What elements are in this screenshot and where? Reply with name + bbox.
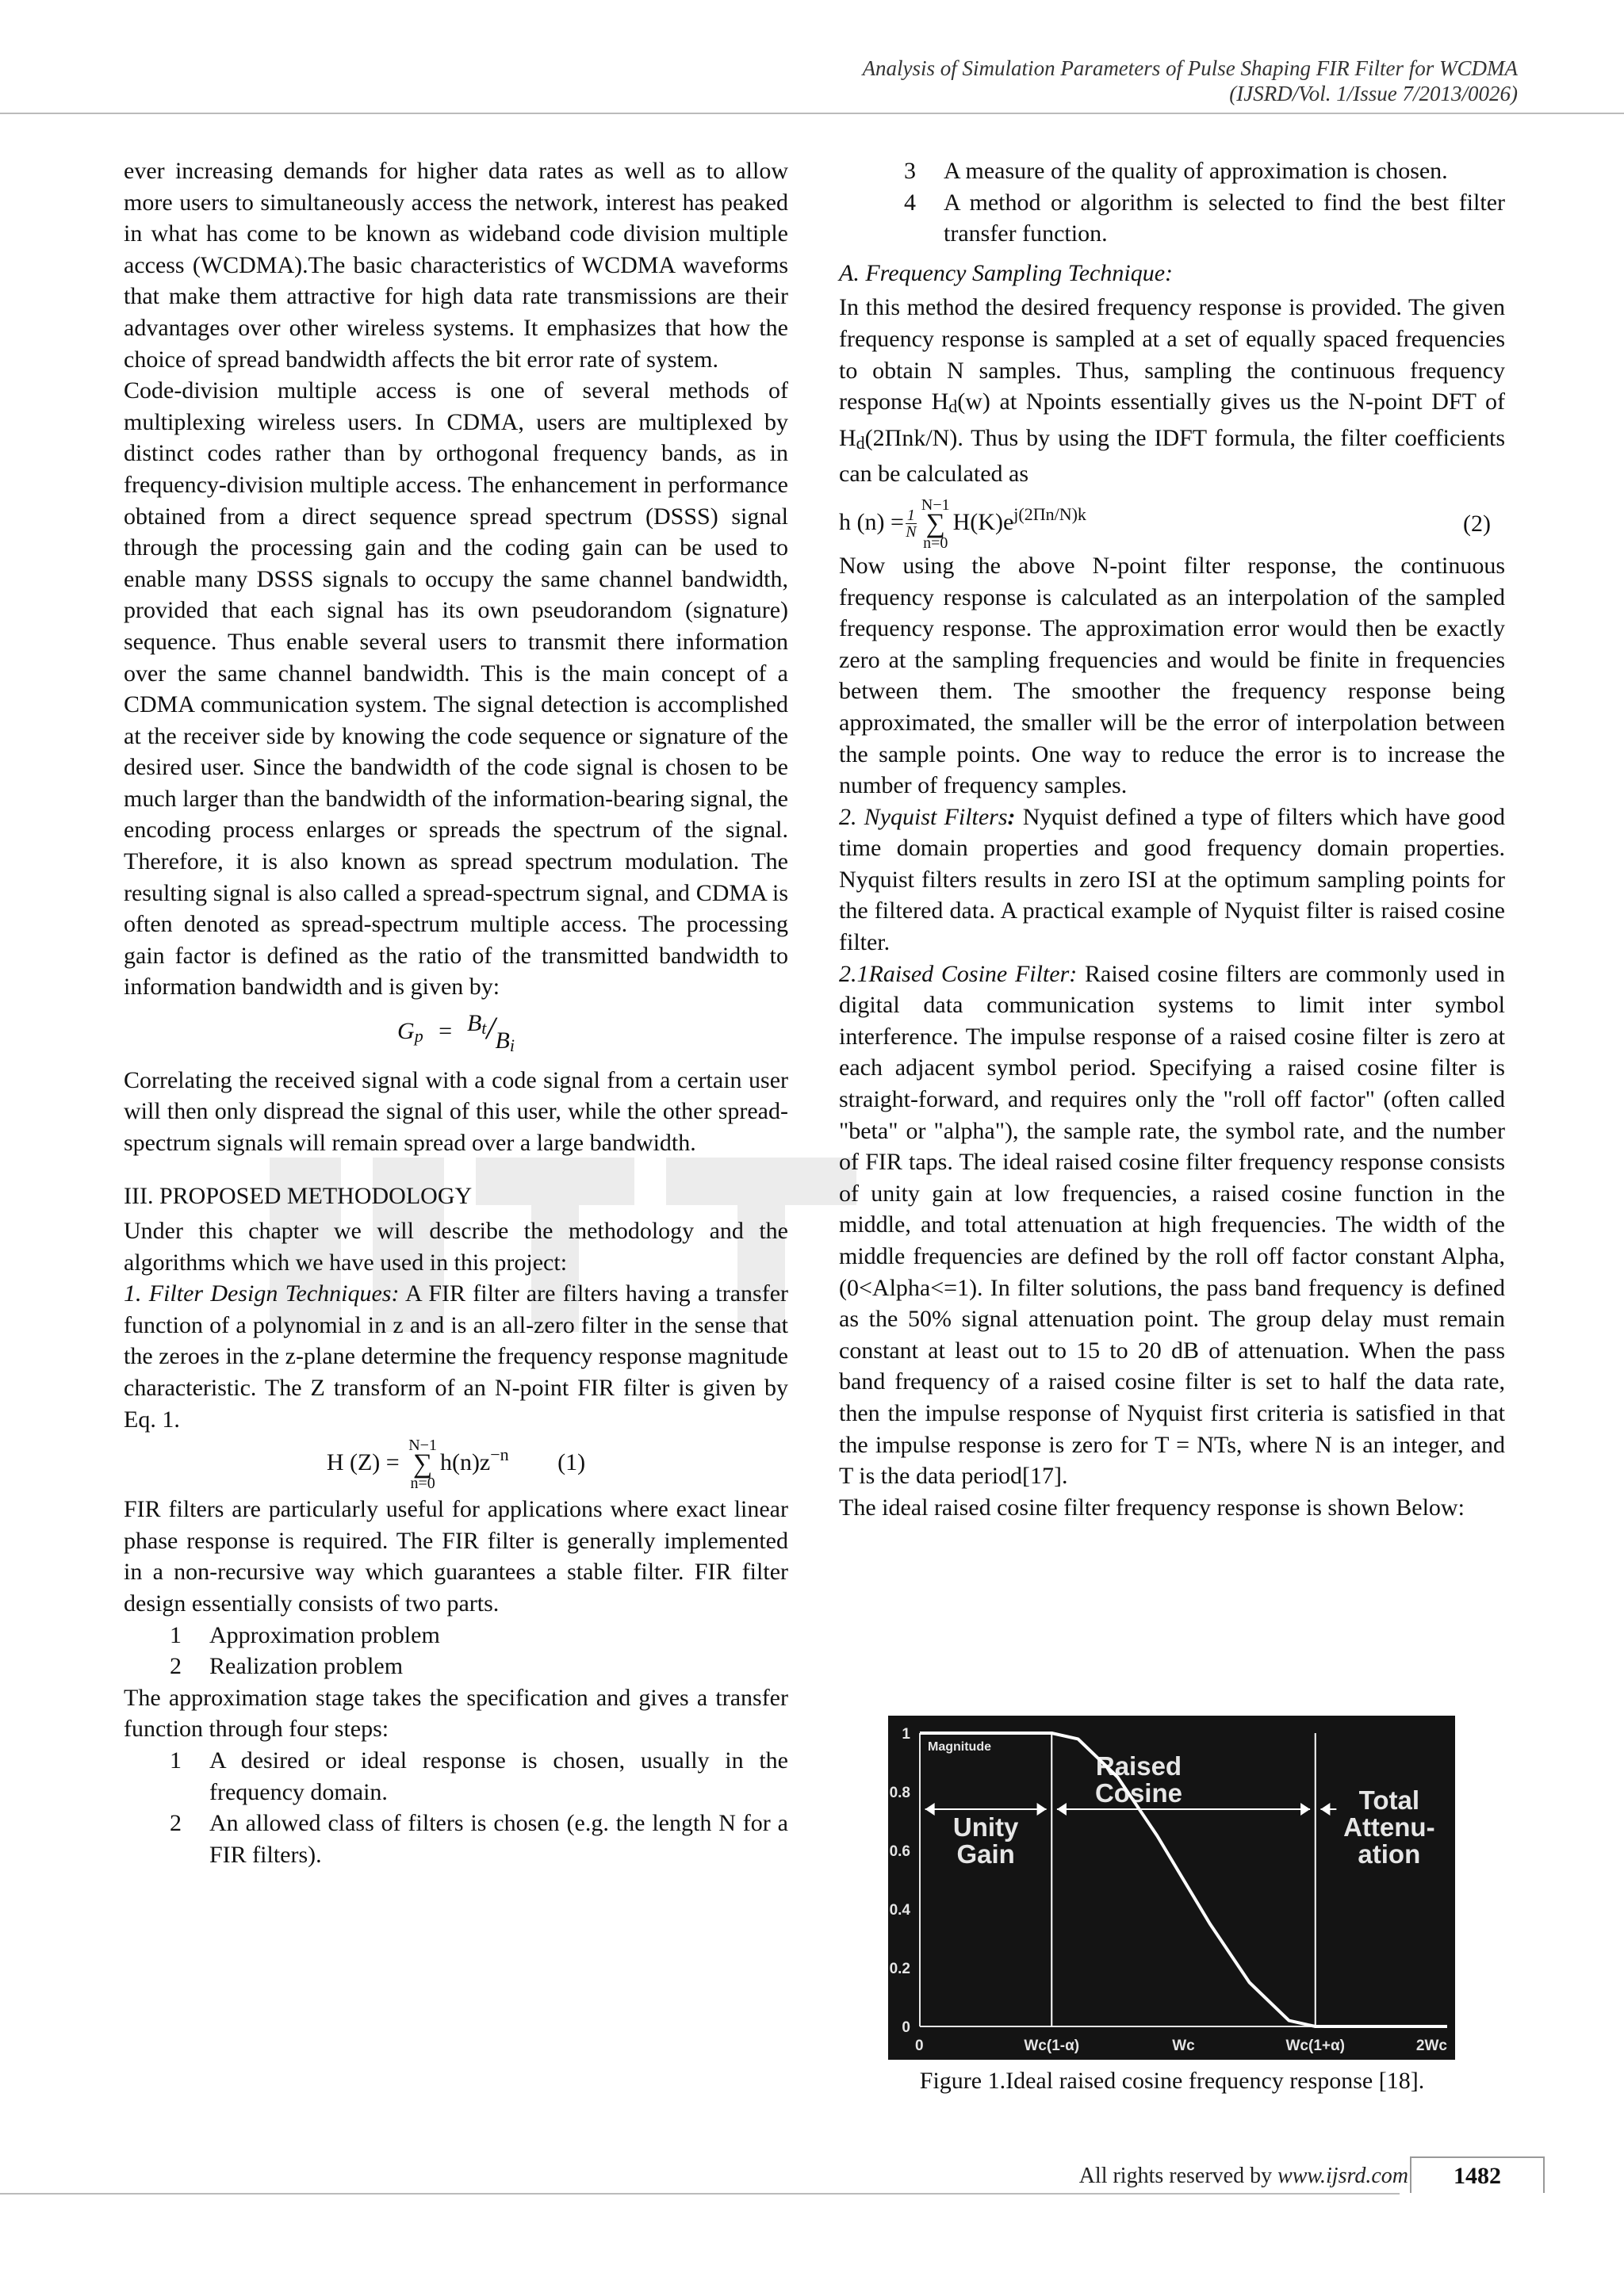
arrow-head <box>1057 1803 1067 1816</box>
y-tick-label: 0.6 <box>889 1843 910 1860</box>
paragraph: ever increasing demands for higher data rates as well as to allow more users to simultaneously access the network, interest has peaked in what has come to be known as wideband code division multiple access (WCDMA).The basic characteristics of WCDMA waveforms that make them attractive for high data rate transmissions are their advantages over other wireless systems. It emphasizes that how the choice of spread bandwidth affects the bit error rate of system. <box>124 158 788 373</box>
running-header <box>863 55 1518 106</box>
header-journal: (IJSRD/Vol. 1/Issue 7/2013/0026) <box>1229 82 1518 105</box>
region-label-unity-gain: Unity <box>952 1812 1019 1842</box>
region-label-raised-cosine: Raised <box>1095 1751 1182 1781</box>
equation-processing-gain: Gp = Bt/Bi <box>397 1010 515 1056</box>
paragraph: Now using the above N-point filter response, the continuous frequency response is calculated as an interpolation of the sampled frequency response. The approximation error would then be exactly zero at the sampling frequencies and would be finite in frequencies between them. The smoother the frequency response being approximated, the smaller will be the error of interpolation between the sample points. One way to reduce the error is to increase the number of frequency samples. <box>839 552 1505 799</box>
footer-rights: All rights reserved by www.ijsrd.com <box>1078 2164 1408 2188</box>
paragraph-label: 2. Nyquist Filters <box>839 803 1008 830</box>
y-tick-label: 0.8 <box>889 1785 910 1801</box>
list-item: 3 A measure of the quality of approximation is chosen. <box>904 158 1448 184</box>
list-item: 2 An allowed class of filters is chosen (e.g. the length N for a FIR filters). <box>170 1810 788 1868</box>
x-tick-label: Wc(1-α) <box>1024 2038 1080 2054</box>
paragraph: The approximation stage takes the specification and gives a transfer function through four steps: <box>124 1684 788 1743</box>
y-tick-label: 1 <box>902 1726 910 1743</box>
list-item: 4 A method or algorithm is selected to find the best filter transfer function. <box>904 189 1505 247</box>
raised-cosine-chart <box>888 1716 1455 2060</box>
arrow-head <box>1300 1803 1310 1816</box>
paragraph: 2.1Raised Cosine Filter: Raised cosine filters are commonly used in digital data communication systems to limit inter symbol interference. The impulse response of a raised cosine filter is zero at each adjacent symbol period. Specifying a raised cosine filter is straight-forward, and requires only the "roll off factor" (often called "beta" or "alpha"), the sample rate, the symbol rate, and the number of FIR taps. The ideal raised cosine filter frequency response consists of unity gain at low frequencies, a raised cosine function in the middle, and total attenuation at high frequencies. The width of the middle frequencies are defined by the roll off factor constant Alpha, (0<Alpha<=1). In filter solutions, the pass band frequency is defined as the 50% signal attenuation point. The group delay must remain constant at least out to 15 to 20 dB of attenuation. When the pass band frequency of a raised cosine filter is set to half the data rate, then the impulse response of Nyquist first criteria is satisfied in that the impulse response is zero for T = NTs, where N is an integer, and T is the data period[17]. <box>839 960 1505 1490</box>
x-tick-label: 2Wc <box>1415 2038 1447 2054</box>
y-tick-label: 0 <box>902 2019 910 2036</box>
paragraph: Correlating the received signal with a code signal from a certain user will then only dispread the signal of this user, while the other spread-spectrum signals will remain spread over a large bandwidth. <box>124 1066 788 1156</box>
y-tick-label: 0.4 <box>889 1902 910 1919</box>
paragraph: The ideal raised cosine filter frequency response is shown Below: <box>839 1494 1465 1521</box>
paragraph: Code-division multiple access is one of several methods of multiplexing wireless users. In CDMA, users are multiplexed by distinct codes rather than by orthogonal frequency bands, as in frequency-division multiple access. The enhancement in performance obtained from a direct sequence spread spectrum (DSSS) signal through the processing gain and the coding gain can be used to enable many DSSS signals to occupy the same channel bandwidth, provided that each signal has its own pseudorandom (signature) sequence. Thus enable several users to transmit there information over the same channel bandwidth. This is the main concept of a CDMA communication system. The signal detection is accomplished at the receiver side by knowing the code sequence or signature of the desired user. Since the bandwidth of the code signal is chosen to be much larger than the bandwidth of the information-bearing signal, the encoding process enlarges or spreads the spectrum of the signal. Therefore, it is also known as spread spectrum modulation. The resulting signal is also called a spread-spectrum signal, and CDMA is often denoted as spread-spectrum multiple access. The processing gain factor is defined as the ratio of the transmitted bandwidth to information bandwidth and is given by: <box>124 377 788 1001</box>
arrow-head <box>925 1803 935 1816</box>
equation-2: h (n) = $\frac{1}{N}$ N−1 ∑ n=0 $H(K)e^{j(2\Pi n/N)k}$ (2) <box>839 496 1491 552</box>
subsection-heading: A. Frequency Sampling Technique: <box>839 259 1174 286</box>
equation-1: H (Z) = N−1 ∑ n=0 $h(n)z^{-n}$ (1) <box>326 1437 586 1493</box>
footer-rule <box>0 2193 1400 2195</box>
y-tick-label: 0.2 <box>889 1961 910 1977</box>
paragraph: 2. Nyquist Filters: Nyquist defined a type of filters which have good time domain properties and good frequency domain properties. Nyquist filters results in zero ISI at the optimum sampling points for the filtered data. A practical example of Nyquist filter is raised cosine filter. <box>839 803 1505 956</box>
header-title: Analysis of Simulation Parameters of Pulse Shaping FIR Filter for WCDMA <box>862 56 1518 80</box>
left-column <box>124 155 788 1870</box>
paragraph: 1. Filter Design Techniques: A FIR filter are filters having a transfer function of a polynomial in z and is an all-zero filter in the sense that the zeroes in the z-plane determine the frequency response magnitude characteristic. The Z transform of an N-point FIR filter is given by Eq. 1. <box>124 1280 789 1433</box>
header-rule <box>0 113 1624 114</box>
paragraph-label: 1. Filter Design Techniques: <box>124 1280 400 1307</box>
list-item: 1 Approximation problem <box>170 1621 440 1648</box>
region-label-total-attenuation: Attenu- <box>1343 1812 1435 1842</box>
region-label-unity-gain: Gain <box>956 1839 1015 1869</box>
list-item: 1 A desired or ideal response is chosen, usually in the frequency domain. <box>170 1747 788 1805</box>
region-label-total-attenuation: ation <box>1358 1839 1421 1869</box>
figure-caption: Figure 1.Ideal raised cosine frequency response [18]. <box>919 2068 1425 2094</box>
paragraph-label: 2.1Raised Cosine Filter: <box>839 960 1078 987</box>
figure-raised-cosine <box>888 1716 1455 2060</box>
x-tick-label: 0 <box>915 2038 924 2054</box>
region-label-total-attenuation: Total <box>1358 1785 1420 1815</box>
right-column <box>839 155 1505 1523</box>
x-tick-label: Wc <box>1172 2038 1195 2054</box>
chart-inner-label: Magnitude <box>928 1740 991 1754</box>
region-label-raised-cosine: Cosine <box>1094 1778 1182 1808</box>
x-tick-label: Wc(1+α) <box>1285 2038 1345 2054</box>
list-item: 2 Realization problem <box>170 1653 404 1680</box>
section-heading: III. PROPOSED METHODOLOGY <box>124 1183 473 1210</box>
paragraph: In this method the desired frequency response is provided. The given frequency response is sampled at a set of equally spaced frequencies to obtain N samples. Thus, sampling the continuous frequency response Hd(w) at Npoints essentially gives us the N-point DFT of Hd(2Πnk/N). Thus by using the IDFT formula, the filter coefficients can be calculated as <box>839 294 1506 488</box>
arrow-head <box>1037 1803 1047 1816</box>
footer-site-link[interactable]: www.ijsrd.com <box>1277 2164 1408 2188</box>
page-number: 1482 <box>1410 2156 1545 2193</box>
paragraph: FIR filters are particularly useful for applications where exact linear phase response is required. The FIR filter is generally implemented in a non-recursive way which guarantees a stable filter. FIR filter design essentially consists of two parts. <box>124 1496 788 1617</box>
paragraph: Under this chapter we will describe the methodology and the algorithms which we have used in this project: <box>124 1218 788 1276</box>
